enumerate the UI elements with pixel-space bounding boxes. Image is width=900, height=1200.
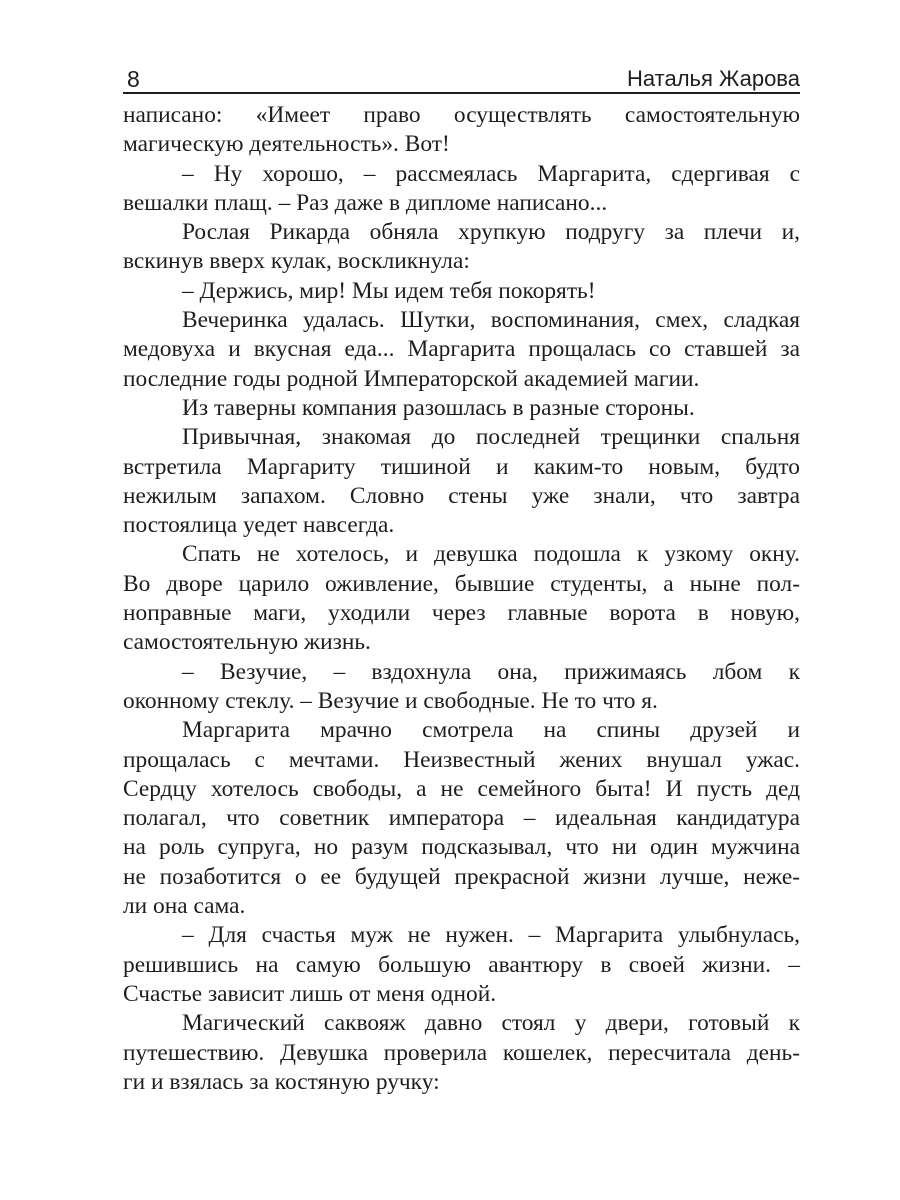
- text-line: решившись на самую большую авантюру в своей жизни. –: [123, 951, 800, 978]
- text-line: оконному стеклу. – Везучие и свободные. Не то что я.: [123, 687, 658, 714]
- text-line: Магический саквояж давно стоял у двери, готовый к: [182, 1010, 800, 1037]
- text-line: Спать не хотелось, и девушка подошла к узкому окну.: [182, 541, 800, 568]
- text-line: Привычная, знакомая до последней трещинки спальня: [182, 424, 800, 451]
- running-head-author: Наталья Жарова: [627, 66, 800, 91]
- text-line: на роль супруга, но разум подсказывал, что ни один мужчина: [123, 834, 800, 861]
- text-line: Рослая Рикарда обняла хрупкую подругу за плечи и,: [182, 219, 800, 246]
- text-line: Вечеринка удалась. Шутки, воспоминания, смех, сладкая: [182, 307, 800, 334]
- text-line: ли она сама.: [123, 893, 246, 920]
- text-line: прощалась с мечтами. Неизвестный жених внушал ужас.: [123, 746, 800, 773]
- text-line: – Держись, мир! Мы идем тебя покорять!: [182, 277, 596, 304]
- text-line: магическую деятельность». Вот!: [123, 131, 450, 158]
- text-line: Сердцу хотелось свободы, а не семейного быта! И пусть дед: [123, 775, 800, 802]
- text-line: – Для счастья муж не нужен. – Маргарита улыбнулась,: [182, 922, 800, 949]
- text-line: медовуха и вкусная еда... Маргарита прощалась со ставшей за: [123, 336, 800, 363]
- text-line: не позаботится о ее будущей прекрасной жизни лучше, неже-: [123, 863, 800, 890]
- text-line: – Ну хорошо, – рассмеялась Маргарита, сдергивая с: [182, 160, 800, 187]
- text-line: ноправные маги, уходили через главные ворота в новую,: [123, 600, 800, 627]
- text-line: Маргарита мрачно смотрела на спины друзей и: [182, 717, 800, 744]
- text-line: самостоятельную жизнь.: [123, 629, 371, 656]
- header-rule: [123, 92, 800, 94]
- text-line: встретила Маргариту тишиной и каким-то новым, будто: [123, 453, 800, 480]
- page-header: [123, 58, 800, 92]
- text-line: Из таверны компания разошлась в разные стороны.: [182, 394, 695, 421]
- text-line: ги и взялась за костяную ручку:: [123, 1068, 440, 1095]
- text-line: постоялица уедет навсегда.: [123, 512, 395, 539]
- text-line: путешествию. Девушка проверила кошелек, пересчитала день-: [123, 1039, 800, 1066]
- text-line: – Везучие, – вздохнула она, прижимаясь лбом к: [182, 658, 800, 685]
- text-line: вскинув вверх кулак, воскликнула:: [123, 248, 470, 275]
- text-line: написано: «Имеет право осуществлять самостоятельную: [123, 102, 800, 128]
- text-line: вешалки плащ. – Раз даже в дипломе написано...: [123, 189, 608, 216]
- text-line: Счастье зависит лишь от меня одной.: [123, 980, 497, 1007]
- body-text: [123, 101, 800, 1097]
- page-number: 8: [127, 66, 140, 92]
- text-line: полагал, что советник императора – идеальная кандидатура: [123, 805, 800, 832]
- text-line: последние годы родной Императорской академией магии.: [123, 365, 700, 392]
- text-line: нежилым запахом. Словно стены уже знали, что завтра: [123, 482, 800, 509]
- text-line: Во дворе царило оживление, бывшие студенты, а ныне пол-: [123, 570, 800, 597]
